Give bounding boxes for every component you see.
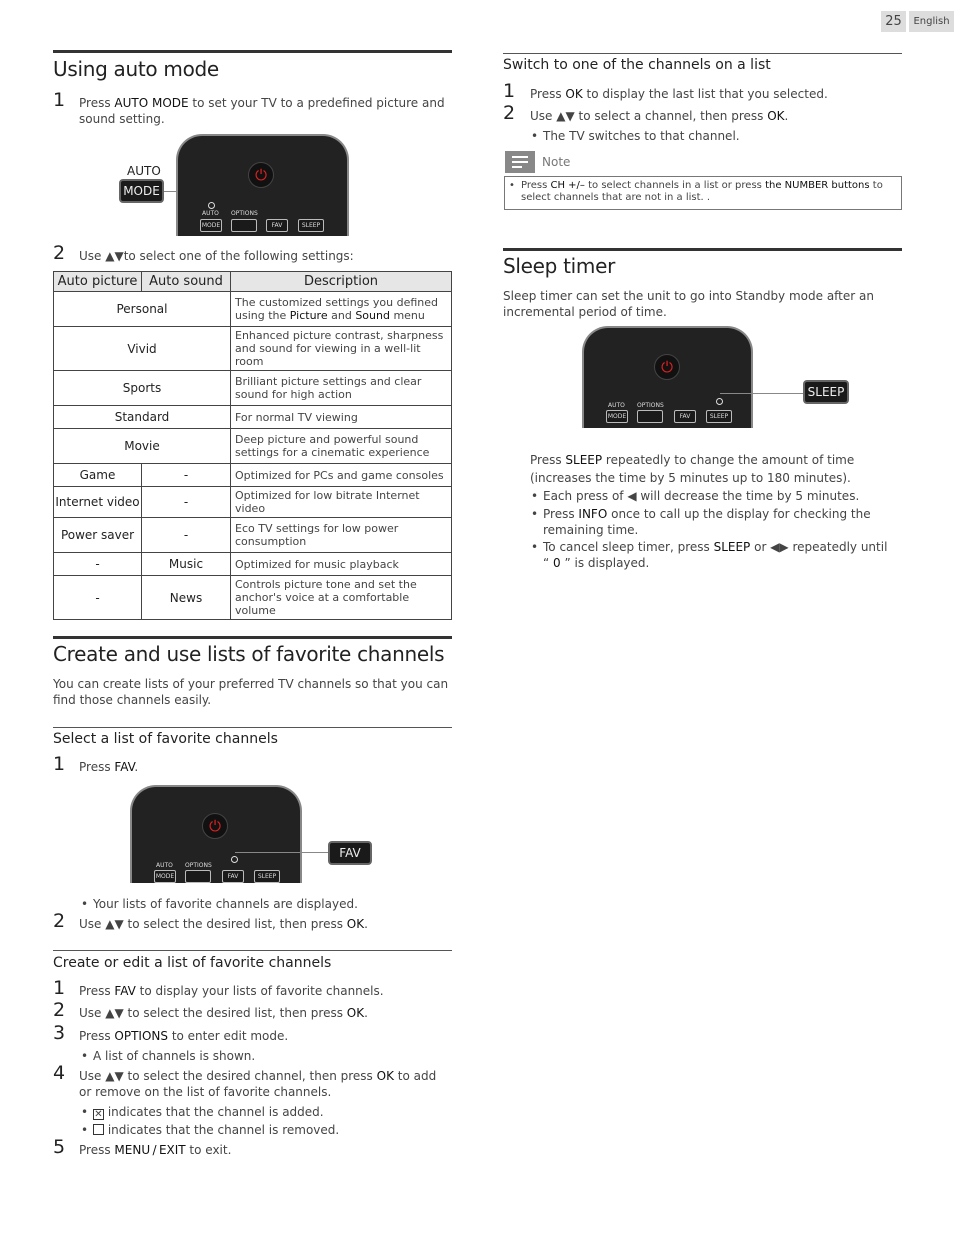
table-cell-desc: Brilliant picture settings and clear sound for high action (231, 371, 452, 406)
table-header: Description (231, 272, 452, 292)
step-number: 4 (53, 1062, 66, 1084)
sleep-instruction: Press SLEEP repeatedly to change the amount of time (increases the time by 5 minutes up to 180 minutes). (530, 453, 855, 485)
table-row (54, 464, 452, 487)
step-number: 2 (503, 102, 516, 124)
table-cell-desc: Controls picture tone and set the anchor's voice at a comfortable volume (231, 576, 452, 620)
table-row (54, 292, 452, 327)
table-cell: Power saver (54, 518, 142, 553)
table-cell-desc: Enhanced picture contrast, sharpness and sound for viewing in a well-lit room (231, 327, 452, 371)
empty-box-icon (93, 1124, 104, 1135)
indicator-dot (716, 398, 723, 405)
page-number: 25 (881, 11, 906, 32)
switch-bullet: • The TV switches to that channel. (543, 128, 740, 144)
auto-mode-step1: Press AUTO MODE to set your TV to a predefined picture and sound setting. (79, 96, 445, 126)
step-number: 2 (53, 242, 66, 264)
select-list-title: Select a list of favorite channels (53, 731, 278, 747)
fav-callout: FAV (328, 841, 372, 865)
options-label: OPTIONS (637, 402, 664, 409)
subsection-rule (53, 727, 452, 728)
power-icon: ⏻ (202, 813, 228, 839)
edit-step3: Press OPTIONS to enter edit mode. (79, 1029, 289, 1043)
subsection-rule (53, 950, 452, 951)
edit-step3-bullet: • A list of channels is shown. (93, 1048, 255, 1064)
table-row (54, 576, 452, 620)
remote-illustration-fav (130, 785, 375, 883)
sleep-callout: SLEEP (803, 380, 849, 404)
step-number: 1 (53, 977, 66, 999)
table-cell-desc: Optimized for PCs and game consoles (231, 464, 452, 487)
callout-line (720, 393, 804, 394)
table-cell-desc: The customized settings you defined using the Picture and Sound menu (231, 292, 452, 327)
table-row (54, 553, 452, 576)
edit-step4-bullet-added: • ✕ indicates that the channel is added. (93, 1104, 324, 1120)
table-cell: Sports (54, 371, 231, 406)
section-rule (503, 248, 902, 251)
table-row (54, 487, 452, 518)
note-label: Note (542, 155, 571, 169)
select-step2: Use ▲▼ to select the desired list, then press OK. (79, 917, 368, 931)
mode-button: MODE (154, 870, 176, 883)
table-cell: - (142, 464, 231, 487)
remote-illustration-auto (119, 134, 349, 236)
table-cell: Standard (54, 406, 231, 429)
remote-illustration-sleep (582, 326, 852, 428)
table-cell-desc: For normal TV viewing (231, 406, 452, 429)
table-cell: - (142, 518, 231, 553)
section-rule (53, 50, 452, 53)
mode-button: MODE (200, 219, 222, 232)
switch-step1: Press OK to display the last list that you selected. (530, 87, 828, 101)
auto-label: AUTO (202, 210, 219, 217)
section-rule (53, 636, 452, 639)
sleep-button: SLEEP (254, 870, 280, 883)
auto-label-top: AUTO (127, 164, 161, 178)
step-number: 1 (53, 89, 66, 111)
auto-mode-title: Using auto mode (53, 57, 219, 81)
power-icon: ⏻ (248, 162, 274, 188)
step-number: 3 (53, 1022, 66, 1044)
edit-step5: Press MENU / EXIT to exit. (79, 1143, 232, 1157)
options-label: OPTIONS (231, 210, 258, 217)
checked-box-icon: ✕ (94, 1109, 103, 1120)
step-number: 2 (53, 999, 66, 1021)
table-cell: - (142, 487, 231, 518)
power-icon: ⏻ (654, 354, 680, 380)
step-number: 2 (53, 910, 66, 932)
table-header: Auto picture (54, 272, 142, 292)
table-cell: Music (142, 553, 231, 576)
auto-mode-table (53, 271, 452, 620)
sleep-button: SLEEP (706, 410, 732, 423)
table-cell: - (54, 553, 142, 576)
mode-callout: MODE (119, 179, 164, 203)
note-box (504, 176, 902, 210)
table-cell: Personal (54, 292, 231, 327)
note-icon (505, 151, 535, 173)
table-row (54, 406, 452, 429)
table-cell: Internet video (54, 487, 142, 518)
favorites-intro: You can create lists of your preferred TV channels so that you can find those channels easily. (53, 677, 449, 707)
indicator-dot (208, 202, 215, 209)
edit-step4-bullet-removed: • indicates that the channel is removed. (93, 1122, 339, 1138)
fav-button: FAV (266, 219, 288, 232)
remote-body (130, 785, 302, 883)
table-cell-desc: Deep picture and powerful sound settings for a cinematic experience (231, 429, 452, 464)
table-cell: Vivid (54, 327, 231, 371)
auto-label: AUTO (608, 402, 625, 409)
table-row (54, 371, 452, 406)
table-row (54, 518, 452, 553)
sleep-bullet-3: • To cancel sleep timer, press SLEEP or ◀▶ repeatedly until “ 0 ” is displayed. (543, 539, 888, 571)
select-step1: Press FAV. (79, 760, 139, 774)
table-cell-desc: Optimized for low bitrate Internet video (231, 487, 452, 518)
table-cell: Game (54, 464, 142, 487)
auto-label: AUTO (156, 862, 173, 869)
switch-title: Switch to one of the channels on a list (503, 57, 771, 73)
switch-step2: Use ▲▼ to select a channel, then press OK. (530, 109, 789, 123)
fav-button: FAV (674, 410, 696, 423)
step-number: 1 (503, 80, 516, 102)
callout-line (235, 852, 329, 853)
remote-body (176, 134, 349, 236)
table-cell: News (142, 576, 231, 620)
edit-step4: Use ▲▼ to select the desired channel, then press OK to add or remove on the list of favorite channels. (79, 1069, 437, 1099)
options-button (231, 219, 257, 232)
favorites-title: Create and use lists of favorite channels (53, 642, 445, 666)
table-cell-desc: Optimized for music playback (231, 553, 452, 576)
table-cell-desc: Eco TV settings for low power consumption (231, 518, 452, 553)
remote-body (582, 326, 753, 428)
table-header-row (54, 272, 452, 292)
subsection-rule (503, 53, 902, 54)
sleep-intro: Sleep timer can set the unit to go into Standby mode after an incremental period of time. (503, 289, 874, 319)
table-cell: Movie (54, 429, 231, 464)
auto-mode-step2: Use ▲▼to select one of the following settings: (79, 249, 354, 263)
note-text: • Press CH +/– to select channels in a list or press the NUMBER buttons to select channels that are not in a list. . (521, 180, 893, 204)
select-bullet: • Your lists of favorite channels are displayed. (93, 896, 358, 912)
sleep-button: SLEEP (298, 219, 324, 232)
edit-step1: Press FAV to display your lists of favorite channels. (79, 984, 384, 998)
edit-step2: Use ▲▼ to select the desired list, then press OK. (79, 1006, 368, 1020)
options-button (637, 410, 663, 423)
step-number: 5 (53, 1136, 66, 1158)
table-cell: - (54, 576, 142, 620)
step-number: 1 (53, 753, 66, 775)
options-button (185, 870, 211, 883)
options-label: OPTIONS (185, 862, 212, 869)
sleep-title: Sleep timer (503, 254, 616, 278)
fav-button: FAV (222, 870, 244, 883)
indicator-dot (231, 856, 238, 863)
table-row (54, 327, 452, 371)
table-header: Auto sound (142, 272, 231, 292)
sleep-bullet-2: • Press INFO once to call up the display for checking the remaining time. (543, 506, 883, 538)
mode-button: MODE (606, 410, 628, 423)
sleep-bullet-1: • Each press of ◀ will decrease the time by 5 minutes. (543, 488, 859, 504)
page-language: English (909, 11, 954, 32)
edit-list-title: Create or edit a list of favorite channels (53, 955, 332, 971)
table-row (54, 429, 452, 464)
